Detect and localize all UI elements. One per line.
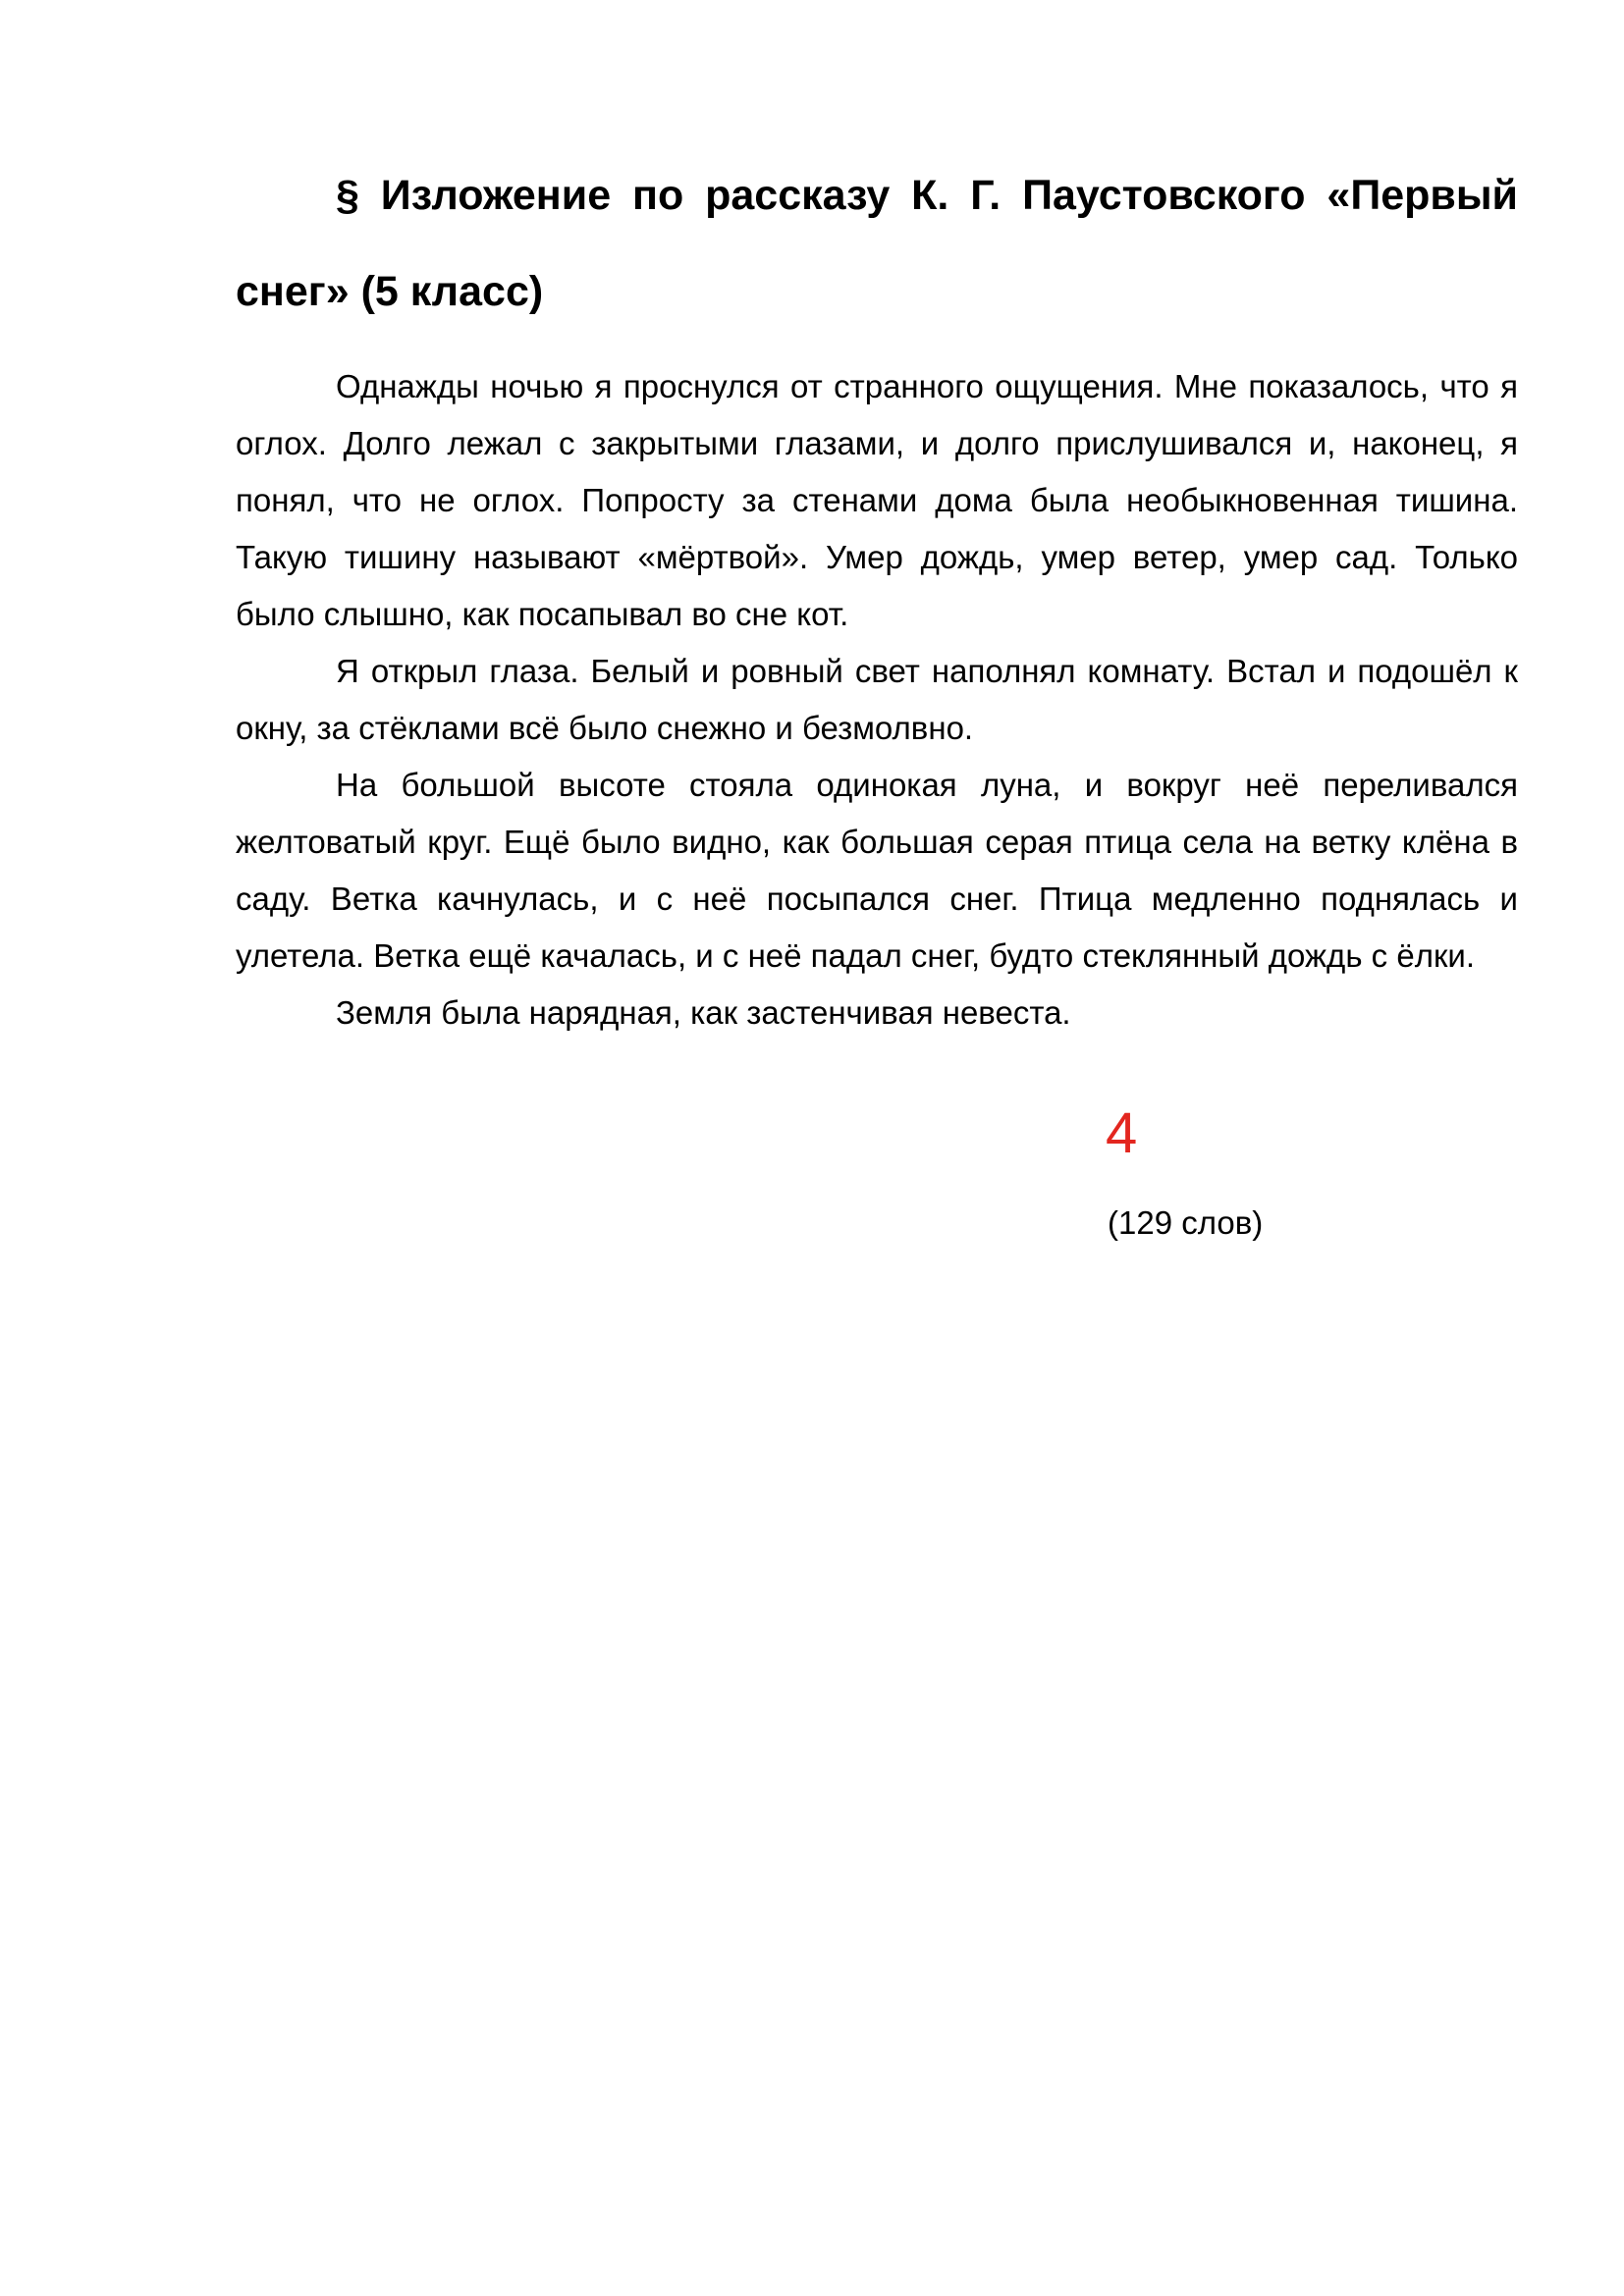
word-count: (129 слов)	[1108, 1204, 1264, 1241]
paragraph-1: Однажды ночью я проснулся от странного ощущения. Мне показалось, что я оглох. Долго лежал с закрытыми глазами, и долго прислушивался и, наконец, я понял, что не оглох. Попросту за стенами дома была необыкновенная тишина. Такую тишину называют «мёртвой». Умер дождь, умер ветер, умер сад. Только было слышно, как посапывал во сне кот.	[236, 368, 1518, 632]
paragraph-2: Я открыл глаза. Белый и ровный свет наполнял комнату. Встал и подошёл к окну, за стёклами всё было снежно и безмолвно.	[236, 653, 1518, 746]
grade-mark: 4	[1106, 1101, 1138, 1165]
paragraph-3: На большой высоте стояла одинокая луна, и вокруг неё переливался желтоватый круг. Ещё было видно, как большая серая птица села на ветку клёна в саду. Ветка качнулась, и с неё посыпался снег. Птица медленно поднялась и улетела. Ветка ещё качалась, и с неё падал снег, будто стеклянный дождь с ёлки.	[236, 767, 1518, 974]
document-body	[236, 358, 1518, 1041]
paragraph-4: Земля была нарядная, как застенчивая невеста.	[336, 994, 1071, 1031]
document-title: § Изложение по рассказу К. Г. Паустовского «Первый снег» (5 класс)	[236, 172, 1518, 315]
